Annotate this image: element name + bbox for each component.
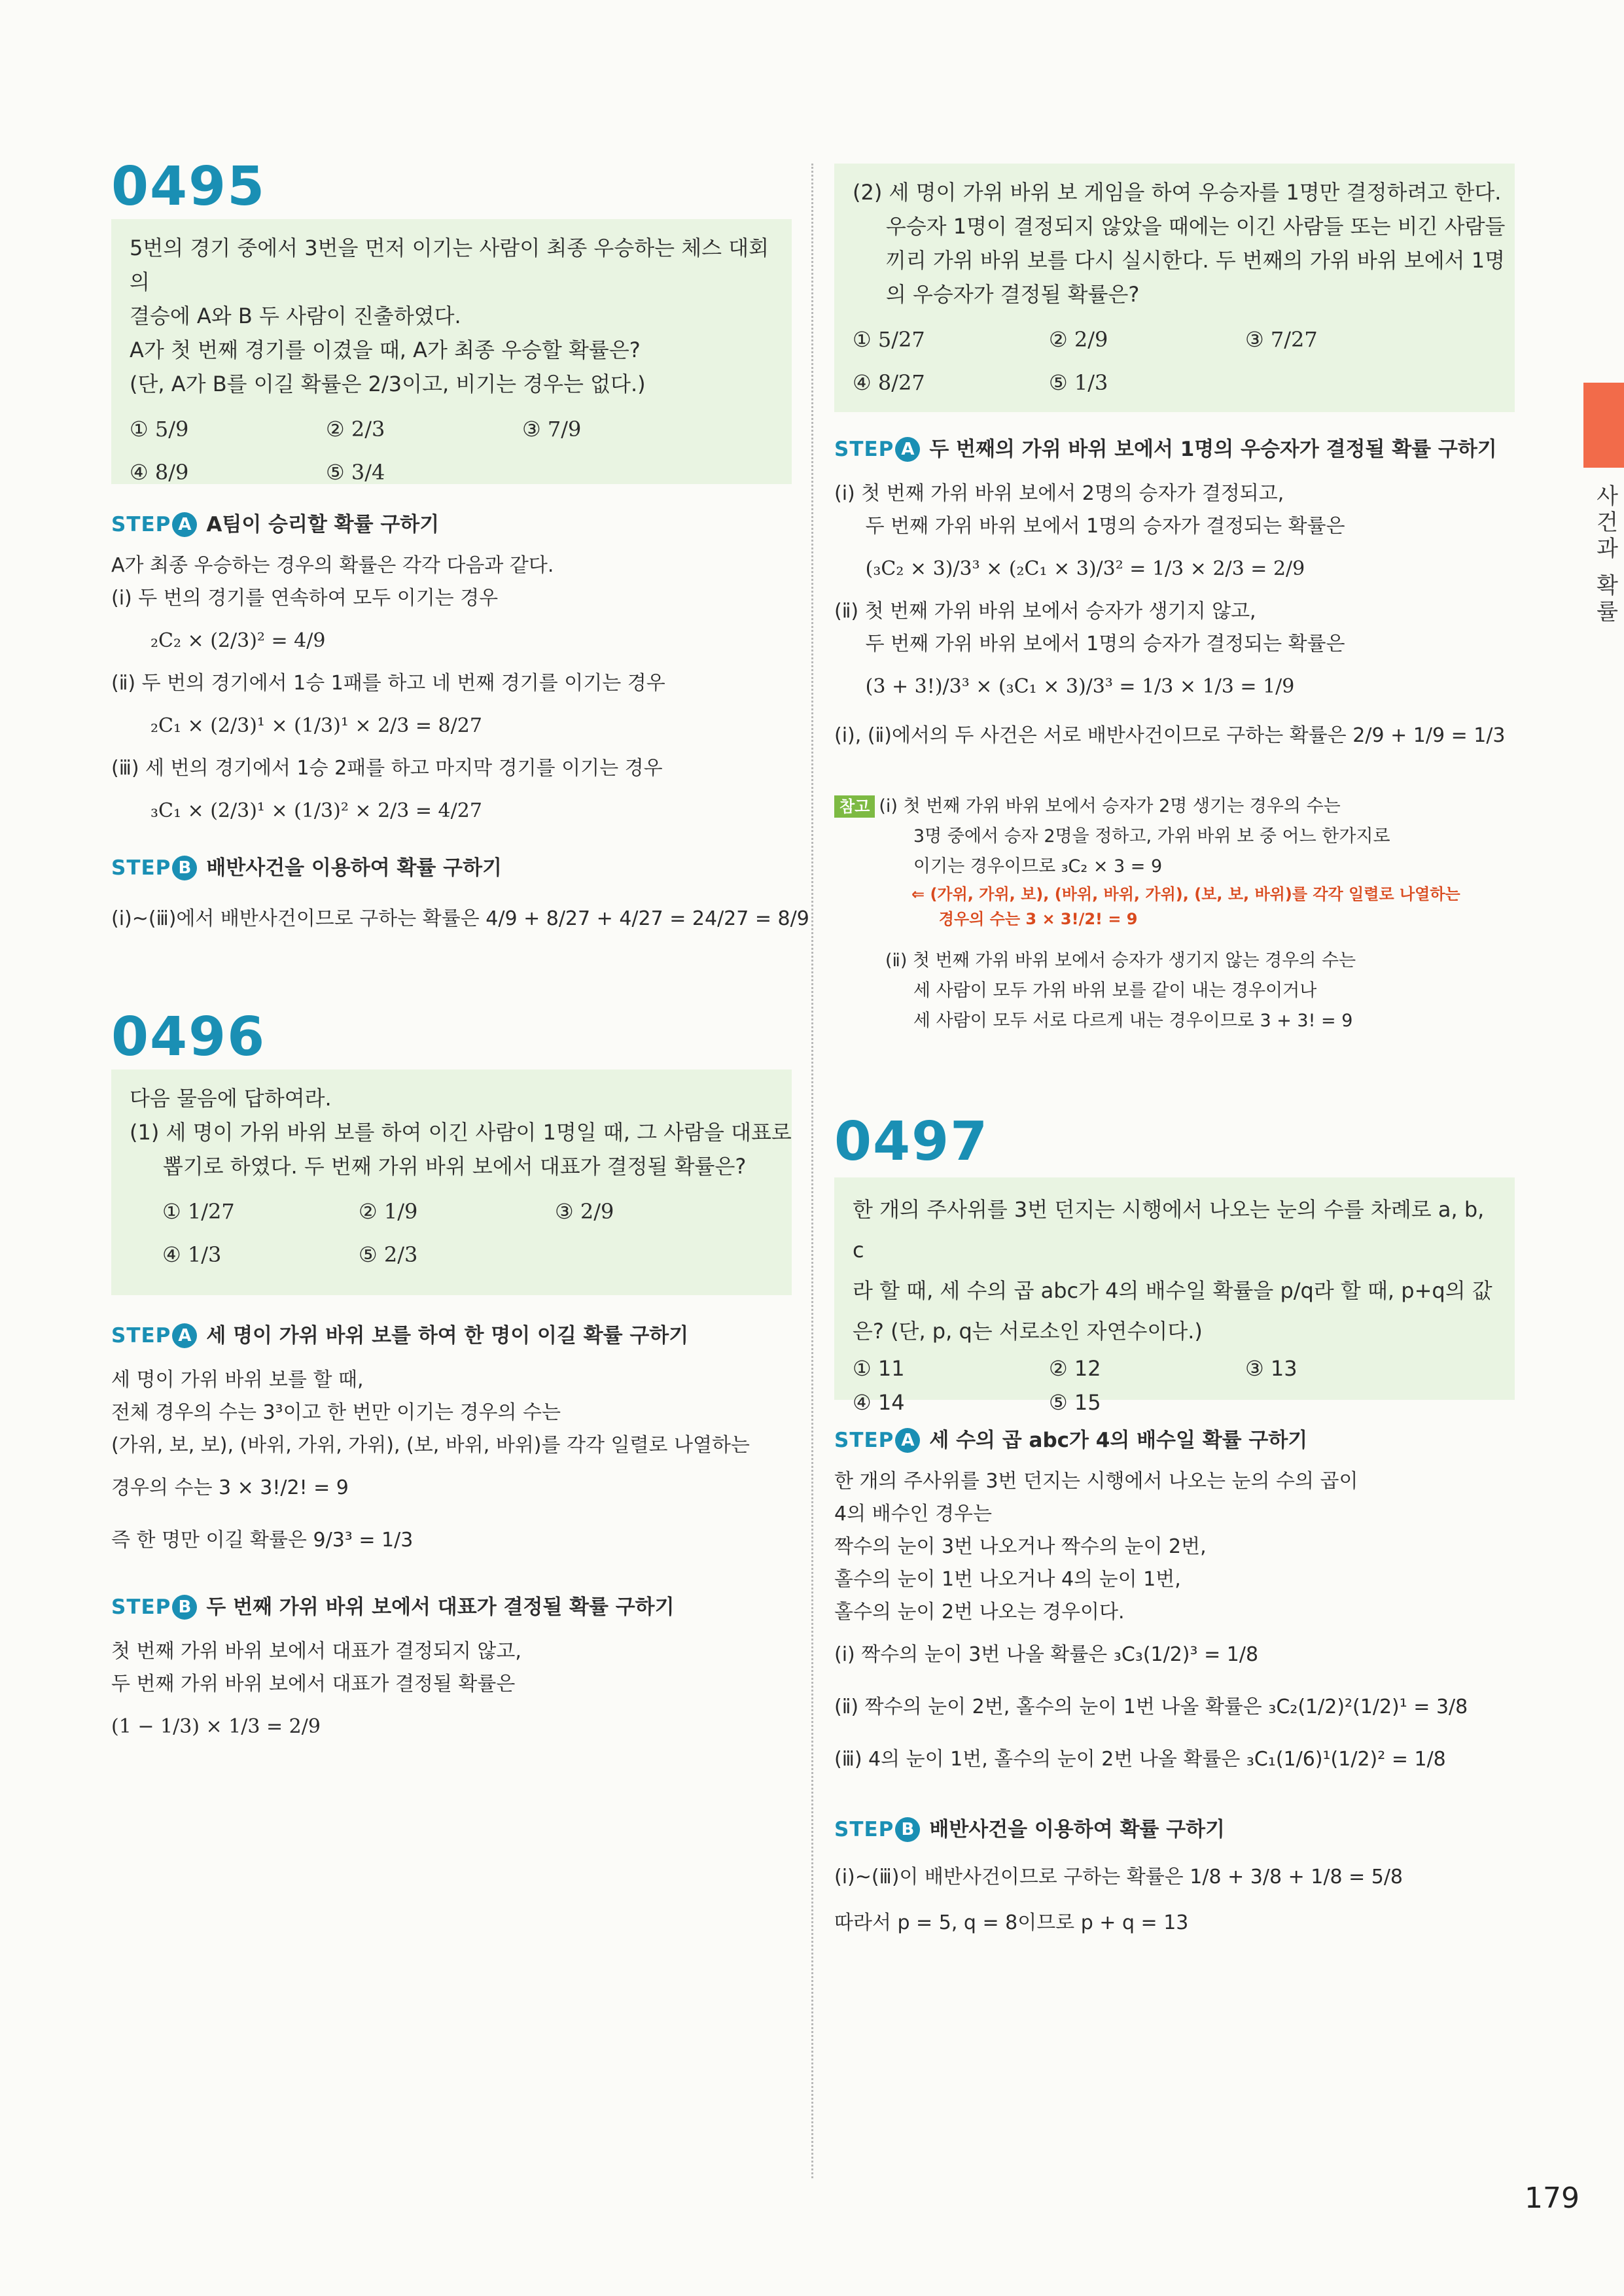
choice[interactable]: ② 12 (1049, 1356, 1101, 1381)
solution-block: A가 최종 우승하는 경우의 확률은 각각 다음과 같다. (ⅰ) 두 번의 경기를 연속하여 모두 이기는 경우 ₂C₂ × (2/3)² = 4/9 (ⅱ) 두 번의 경기에서 1승 1패를 하고 네 번째 경기를 이기는 경우 ₂C₁ × (2/3)¹ × (1/3)¹ × 2/3 = 8/27 (ⅲ) 세 번의 경기에서 1승 2패를 하고 마지막 경기를 이기는 경우 ₃C₁ × (2/3)¹ × (1/3)² × 2/3 = 4/27 (111, 554, 665, 822)
solution-block: 세 명이 가위 바위 보를 할 때, 전체 경우의 수는 3³이고 한 번만 이기는 경우의 수는 (가위, 보, 보), (바위, 가위, 가위), (보, 바위, 바위)를 각각 일렬로 나열하는 경우의 수는 3 × 3!/2! = 9 즉 한 명만 이길 확률은 9/3³ = 1/3 (111, 1368, 750, 1552)
choices (853, 1351, 1496, 1419)
choice[interactable]: ④ 14 (853, 1390, 905, 1415)
reference-note: 참고 (ⅰ) 첫 번째 가위 바위 보에서 승자가 2명 생기는 경우의 수는 3명 중에서 승자 2명을 정하고, 가위 바위 보 중 어느 한가지로 이기는 경우이므로 ₃C₂ × 3 = 9 ⇐ (가위, 가위, 보), (바위, 바위, 가위), (보, 보, 바위)를 각각 일렬로 나열하는 경우의 수는 3 × 3!/2! = 9 (ⅱ) 첫 번째 가위 바위 보에서 승자가 생기지 않는 경우의 수는 세 사람이 모두 가위 바위 보를 같이 내는 경우이거나 세 사람이 모두 서로 다르게 내는 경우이므로 3 + 3! = 9 (834, 791, 1460, 1036)
step-heading: STEP B 배반사건을 이용하여 확률 구하기 (834, 1818, 1225, 1841)
note-highlight: 경우의 수는 3 × 3!/2! = 9 (911, 910, 1138, 928)
solution-block: (ⅰ) 첫 번째 가위 바위 보에서 2명의 승자가 결정되고, 두 번째 가위 바위 보에서 1명의 승자가 결정되는 확률은 (₃C₂ × 3)/3³ × (₂C₁ × 3)/3² = 1/3 × 2/3 = 2/9 (ⅱ) 첫 번째 가위 바위 보에서 승자가 생기지 않고, 두 번째 가위 바위 보에서 1명의 승자가 결정되는 확률은 (3 + 3!)/3³ × (₃C₁ × 3)/3³ = 1/3 × 1/3 = 1/9 (ⅰ), (ⅱ)에서의 두 사건은 서로 배반사건이므로 구하는 확률은 2/9 + 1/9 = 1/3 (834, 482, 1506, 747)
question-text: 의 우승자가 결정될 확률은? (853, 282, 1140, 307)
question-text: (2) 세 명이 가위 바위 보 게임을 하여 우승자를 1명만 결정하려고 한다. (853, 180, 1502, 205)
choice[interactable]: ④ 8/9 (130, 460, 189, 485)
choice[interactable]: ① 5/9 (130, 417, 189, 442)
choices (130, 408, 773, 494)
choice[interactable]: ③ 13 (1245, 1356, 1297, 1381)
choice[interactable]: ⑤ 15 (1049, 1390, 1101, 1415)
choice[interactable]: ② 1/9 (359, 1199, 418, 1224)
choices (853, 318, 1496, 404)
choice[interactable]: ④ 8/27 (853, 370, 925, 395)
question-number: 0496 (111, 1006, 266, 1068)
question-number: 0495 (111, 156, 266, 218)
page-number: 179 (1525, 2182, 1580, 2215)
question-text: (1) 세 명이 가위 바위 보를 하여 이긴 사람이 1명일 때, 그 사람을 대표로 (130, 1120, 792, 1145)
step-heading: STEP B 배반사건을 이용하여 확률 구하기 (111, 856, 502, 880)
choice[interactable]: ⑤ 1/3 (1049, 370, 1108, 395)
note-badge: 참고 (834, 795, 875, 818)
solution-block: 첫 번째 가위 바위 보에서 대표가 결정되지 않고, 두 번째 가위 바위 보에서 대표가 결정될 확률은 (1 − 1/3) × 1/3 = 2/9 (111, 1640, 521, 1738)
solution-block: (ⅰ)~(ⅲ)에서 배반사건이므로 구하는 확률은 4/9 + 8/27 + 4/27 = 24/27 = 8/9 (111, 907, 809, 930)
question-text: 은? (단, p, q는 서로소인 자연수이다.) (853, 1319, 1203, 1344)
question-box-0496 (111, 1070, 792, 1295)
question-text: 결승에 A와 B 두 사람이 진출하였다. (130, 304, 461, 328)
choices (130, 1190, 773, 1276)
choice[interactable]: ⑤ 3/4 (326, 460, 385, 485)
step-heading: STEP A 세 수의 곱 abc가 4의 배수일 확률 구하기 (834, 1429, 1308, 1452)
step-heading: STEP A 세 명이 가위 바위 보를 하여 한 명이 이길 확률 구하기 (111, 1324, 689, 1348)
choice[interactable]: ③ 7/27 (1245, 327, 1318, 352)
question-text: (단, A가 B를 이길 확률은 2/3이고, 비기는 경우는 없다.) (130, 372, 646, 396)
question-text: A가 첫 번째 경기를 이겼을 때, A가 최종 우승할 확률은? (130, 338, 641, 362)
step-heading: STEP A 두 번째의 가위 바위 보에서 1명의 우승자가 결정될 확률 구하기 (834, 438, 1497, 461)
column-divider (811, 164, 813, 2178)
solution-block: (ⅰ)~(ⅲ)이 배반사건이므로 구하는 확률은 1/8 + 3/8 + 1/8 = 5/8 따라서 p = 5, q = 8이므로 p + q = 13 (834, 1866, 1403, 1934)
note-highlight: ⇐ (가위, 가위, 보), (바위, 바위, 가위), (보, 보, 바위)를 각각 일렬로 나열하는 (911, 885, 1460, 903)
chapter-tab (1583, 383, 1624, 468)
question-box-0496-2 (834, 164, 1515, 412)
choice[interactable]: ⑤ 2/3 (359, 1242, 418, 1267)
question-box-0495 (111, 219, 792, 484)
solution-block: 한 개의 주사위를 3번 던지는 시행에서 나오는 눈의 수의 곱이 4의 배수인 경우는 짝수의 눈이 3번 나오거나 짝수의 눈이 2번, 홀수의 눈이 1번 나오거나 4의 눈이 1번, 홀수의 눈이 2번 나오는 경우이다. (ⅰ) 짝수의 눈이 3번 나올 확률은 ₃C₃(1/2)³ = 1/8 (ⅱ) 짝수의 눈이 2번, 홀수의 눈이 1번 나올 확률은 ₃C₂(1/2)²(1/2)¹ = 3/8 (ⅲ) 4의 눈이 1번, 홀수의 눈이 2번 나올 확률은 ₃C₁(1/6)¹(1/2)² = 1/8 (834, 1470, 1468, 1771)
choice[interactable]: ③ 7/9 (522, 417, 582, 442)
choice[interactable]: ① 1/27 (162, 1199, 235, 1224)
step-heading: STEP A A팀이 승리할 확률 구하기 (111, 513, 440, 536)
question-text: 우승자 1명이 결정되지 않았을 때에는 이긴 사람들 또는 비긴 사람들 (853, 214, 1506, 239)
choice[interactable]: ① 11 (853, 1356, 905, 1381)
question-text: 뽑기로 하였다. 두 번째 가위 바위 보에서 대표가 결정될 확률은? (130, 1154, 747, 1179)
choice[interactable]: ④ 1/3 (162, 1242, 222, 1267)
choice[interactable]: ③ 2/9 (555, 1199, 614, 1224)
choice[interactable]: ② 2/3 (326, 417, 385, 442)
question-text: 5번의 경기 중에서 3번을 먼저 이기는 사람이 최종 우승하는 체스 대회의 (130, 235, 769, 294)
question-number: 0497 (834, 1111, 989, 1173)
question-text: 한 개의 주사위를 3번 던지는 시행에서 나오는 눈의 수를 차례로 a, b, c (853, 1197, 1485, 1262)
question-text: 끼리 가위 바위 보를 다시 실시한다. 두 번째의 가위 바위 보에서 1명 (853, 248, 1505, 273)
choice[interactable]: ① 5/27 (853, 327, 925, 352)
question-text: 라 할 때, 세 수의 곱 abc가 4의 배수일 확률을 p/q라 할 때, p+q의 값 (853, 1278, 1492, 1303)
question-box-0497 (834, 1177, 1515, 1415)
choice[interactable]: ② 2/9 (1049, 327, 1108, 352)
chapter-side-text: 사건과 확률 (1592, 484, 1618, 626)
question-text: 다음 물음에 답하여라. (130, 1086, 332, 1111)
step-heading: STEP B 두 번째 가위 바위 보에서 대표가 결정될 확률 구하기 (111, 1595, 675, 1619)
